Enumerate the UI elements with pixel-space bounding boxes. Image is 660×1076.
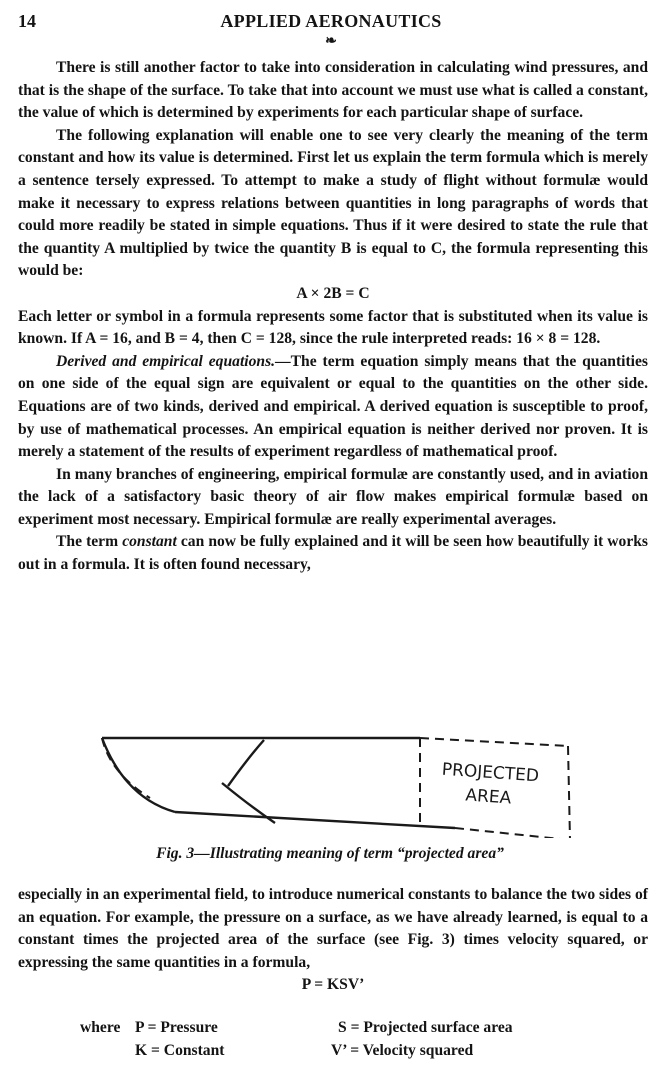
figure-caption: Fig. 3—Illustrating meaning of term “projected area” (156, 845, 504, 862)
constant-pre: The term (56, 533, 123, 551)
definition-p: P = Pressure (135, 1019, 218, 1036)
paragraph-engineering: In many branches of engineering, empirical formulæ are constantly used, and in aviation the lack of a satisfactory basic theory of air flow makes empirical formulæ based on experiment most necessary. Empirical formulæ are really experimental averages. (18, 465, 648, 528)
projected-label-line2: AREA (464, 785, 512, 809)
projection-right-edge (568, 746, 570, 838)
page-header (18, 11, 644, 49)
paragraph-shape-factor: There is still another factor to take into consideration in calculating wind pressures, and that is the shape of the surface. To take that into account we must use what is called a constant, the value of which is determined by experiments for each particular shape of surface. (18, 59, 648, 122)
body-text-top (18, 57, 648, 577)
page-number: 14 (18, 11, 36, 31)
projected-label-line1: PROJECTED (441, 759, 540, 787)
wing-tip-curve (102, 738, 175, 812)
wing-rib-line (228, 740, 264, 786)
projected-area-figure (90, 728, 590, 838)
derived-body: —The term equation simply means that the quantities on one side of the equal sign are equivalent or equal to the quantities on the other side. Equations are of two kinds, derived and empirical. A derived equation is susceptible to proof, by use of mathematical processes. An empirical equation is neither derived nor proven. It is merely a statement of the results of experiment regardless of mathematical proof. (18, 352, 648, 461)
where-word: where (80, 1019, 121, 1036)
definition-v: V’ = Velocity squared (331, 1041, 474, 1059)
projection-top-edge (420, 738, 568, 746)
body-text-bottom (18, 884, 648, 997)
equation-a-2b-c: A × 2B = C (296, 284, 370, 302)
wing-trailing-edge (175, 812, 455, 828)
paragraph-formula-explanation: The following explanation will enable one to see very clearly the meaning of the term constant and how its value is determined. First let us explain the term formula which is merely a sentence tersely expressed. To attempt to make a study of flight without formulæ would make it necessary to express relations between quantities in long paragraphs of words that could more readily be stated in simple equations. Thus if it were desired to state the rule that the quantity A multiplied by twice the quantity B is equal to C, the formula representing this would be: (18, 126, 648, 280)
paragraph-symbol-substitution: Each letter or symbol in a formula represents some factor that is substituted when its value is known. If A = 16, and B = 4, then C = 128, since the rule interpreted reads: 16 × 8 = 128. (18, 307, 648, 348)
variable-definitions (18, 1017, 648, 1062)
derived-heading: Derived and empirical equations. (56, 352, 276, 370)
definition-k: K = Constant (135, 1041, 225, 1059)
paragraph-constant (18, 531, 648, 576)
constant-word: constant (122, 533, 177, 551)
constant-post: can now be fully explained and it will be seen how beautifully it works out in a formula. It is often found necessary, (18, 533, 649, 574)
projection-left-edge (102, 738, 150, 798)
projection-bottom-edge (455, 828, 570, 838)
equation-p-ksv: P = KSV’ (301, 976, 365, 994)
definition-s: S = Projected surface area (338, 1019, 513, 1036)
paragraph-derived-empirical (18, 351, 648, 464)
paragraph-numerical-constants: especially in an experimental field, to introduce numerical constants to balance the two sides of an equation. For example, the pressure on a surface, as we have already learned, is equal to a constant times the projected area of the surface (see Fig. 3) times velocity squared, or expressing the same quantities in a formula, (18, 886, 648, 971)
running-title: APPLIED AERONAUTICS (220, 11, 442, 31)
ornament-mark: ❧ (325, 34, 337, 49)
